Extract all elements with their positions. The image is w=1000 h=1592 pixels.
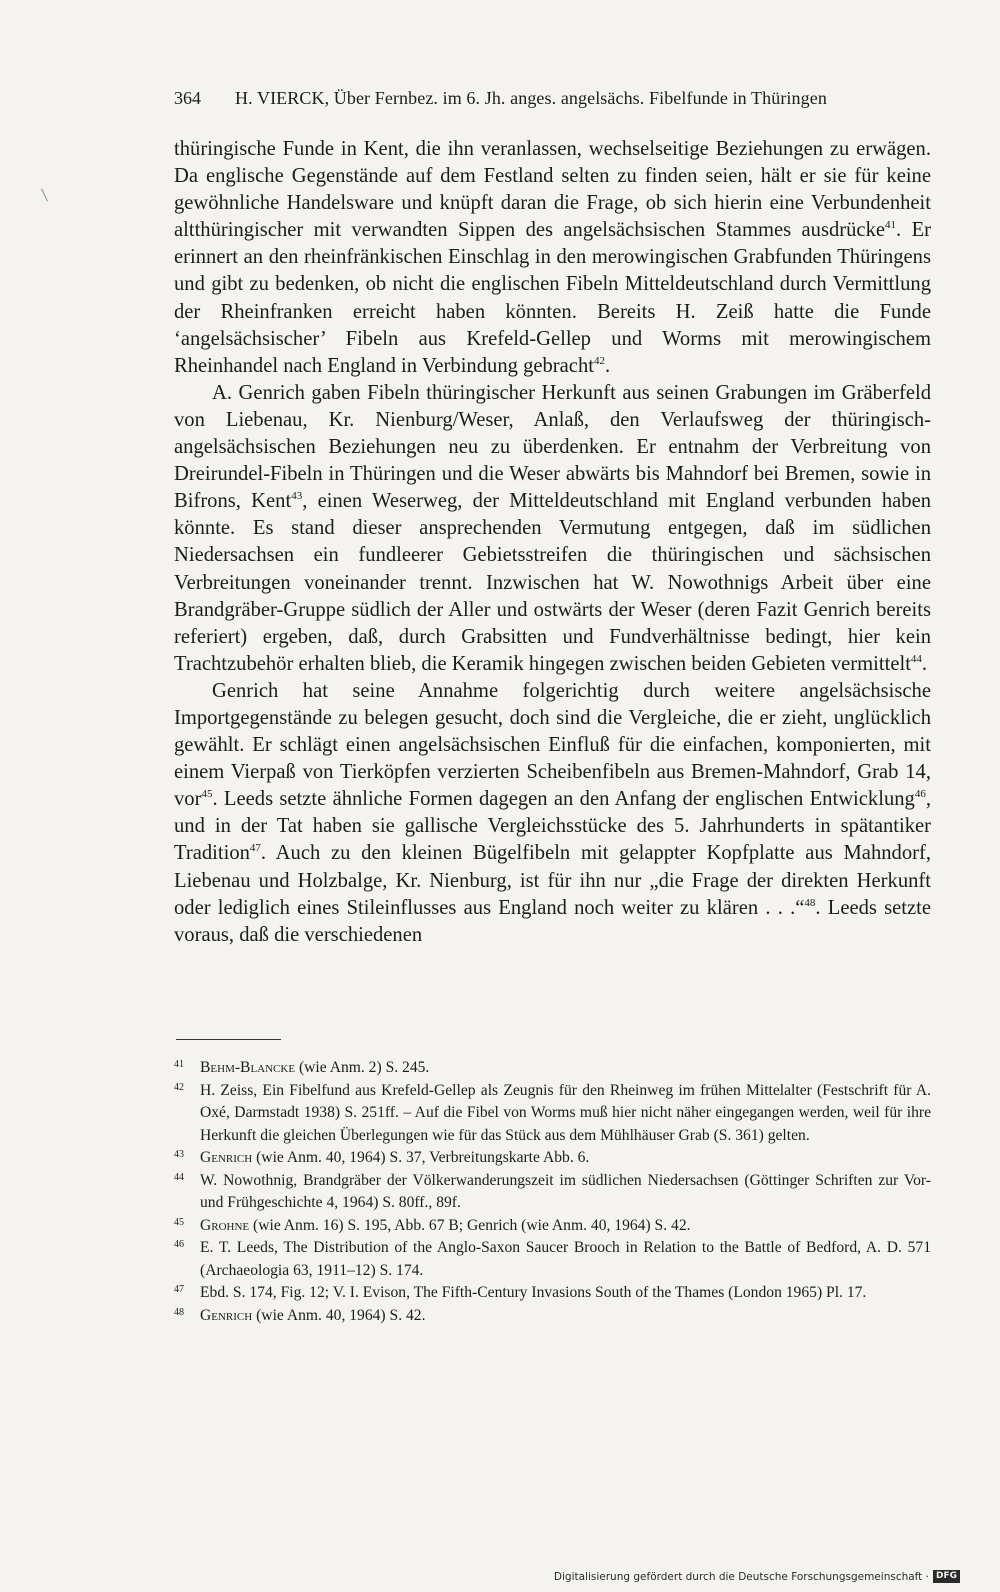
footnote-ref-45: 45 <box>201 788 213 801</box>
footnote <box>174 1215 931 1238</box>
footnote-author: Genrich <box>200 1149 253 1166</box>
footnote-body: (wie Anm. 2) S. 245. <box>295 1059 430 1076</box>
paragraph-1 <box>174 136 931 380</box>
footnote-ref-46: 46 <box>914 788 926 801</box>
footnote-text <box>200 1147 931 1170</box>
footnote-ref-44: 44 <box>910 652 922 665</box>
paragraph-text: . Er erinnert an den rheinfränkischen Einschlag in den merowingischen Grabfunden Thüringens und gibt zu bedenken, ob nicht die englischen Fibeln Mitteldeutschland durch Vermittlung der Rheinfranken erreicht haben könnten. Bereits H. Zeiß hatte die Funde ‘angelsächsischer’ Fibeln aus Krefeld-Gellep und Worms mit merowingischem Rheinhandel nach England in Verbindung gebracht <box>174 219 931 377</box>
footnote-text <box>200 1170 931 1215</box>
body-text <box>174 136 931 949</box>
paragraph-text: Genrich hat seine Annahme folgerichtig durch weitere angelsächsische Importgegenstände zu belegen gesucht, doch sind die Vergleiche, die er zieht, unglücklich gewählt. Er schlägt einen angelsächsischen Einfluß für die einfachen, komponierten, mit einem Vierpaß von Tierköpfen verzierten Scheibenfibeln aus Bremen-Mahndorf, Grab 14, vor <box>174 679 931 811</box>
footnote <box>174 1305 931 1328</box>
footnote-text <box>200 1282 931 1305</box>
footnote-number: 43 <box>174 1149 184 1160</box>
footnote-body: (wie Anm. 40, 1964) S. 37, Verbreitungskarte Abb. 6. <box>252 1149 590 1166</box>
footnote <box>174 1237 931 1282</box>
footnote-ref-47: 47 <box>249 842 261 855</box>
paragraph-text: , und in der Tat haben sie gallische Vergleichsstücke des 5. Jahrhunderts in spätantiker Tradition <box>174 788 931 865</box>
paragraph-text: . Auch zu den kleinen Bügelfibeln mit gelappter Kopfplatte aus Mahndorf, Liebenau und Holzbalge, Kr. Nienburg, ist für ihn nur „die Frage der direkten Herkunft oder lediglich eines Stileinflusses aus England noch weiter zu klären . . .“ <box>174 842 931 919</box>
footnote-author: Grohne <box>200 1216 250 1234</box>
paragraph-text: , einen Weserweg, der Mitteldeutschland mit England verbunden haben könnte. Es stand dieser ansprechenden Vermutung entgegen, daß im südlichen Niedersachsen ein fundleerer Gebietsstreifen die thüringischen und sächsischen Verbreitungen voneinander trennt. Inzwischen hat W. Nowothnigs Arbeit über eine Brandgräber-Gruppe südlich der Aller und ostwärts der Weser (deren Fazit Genrich bereits referiert) ergeben, daß, durch Grabsitten und Fundverhältnisse bedingt, hier kein Trachtzubehör erhalten blieb, die Keramik hingegen zwischen beiden Gebieten vermittelt <box>174 490 932 675</box>
footnote-author: Behm-Blancke <box>200 1059 296 1076</box>
running-head: H. VIERCK, Über Fernbez. im 6. Jh. anges. angelsächs. Fibelfunde in Thüringen <box>235 88 827 108</box>
footnote <box>174 1170 931 1215</box>
digitization-text: Digitalisierung gefördert durch die Deutsche Forschungsgemeinschaft · <box>553 1570 929 1583</box>
footnote-separator <box>176 1039 281 1040</box>
footnote-ref-43: 43 <box>291 490 303 503</box>
paragraph-3 <box>174 678 931 949</box>
footnote <box>174 1282 931 1305</box>
footnote <box>174 1057 931 1080</box>
footnote-number: 41 <box>174 1059 184 1070</box>
paragraph-text: A. Genrich gaben Fibeln thüringischer Herkunft aus seinen Grabungen im Gräberfeld von Liebenau, Kr. Nienburg/Weser, Anlaß, den Verlaufsweg der thüringisch-angelsächsischen Beziehungen neu zu überdenken. Er entnahm der Verbreitung von Dreirundel-Fibeln in Thüringen und die Weser abwärts bis Mahndorf bei Bremen, sowie in Bifrons, Kent <box>174 381 931 513</box>
footnote <box>174 1080 931 1148</box>
footnote-body: E. T. Leeds, The Distribution of the Anglo-Saxon Saucer Brooch in Relation to the Battle of Bedford, A. D. 571 (Archaeologia 63, 1911–12) S. 174. <box>200 1239 931 1279</box>
paragraph-text: . <box>604 354 611 377</box>
footnote-ref-48: 48 <box>804 896 816 909</box>
footnote-text <box>200 1057 931 1080</box>
footnote-body: (wie Anm. 40, 1964) S. 42. <box>252 1306 426 1324</box>
footnote-author: Genrich <box>200 1306 253 1324</box>
paragraph-text: . Leeds setzte voraus, daß die verschiedenen <box>174 896 931 946</box>
footnote-text <box>200 1237 931 1282</box>
footnote-body: H. Zeiss, Ein Fibelfund aus Krefeld-Gellep als Zeugnis für den Rheinweg im frühen Mittelalter (Festschrift für A. Oxé, Darmstadt 1938) S. 251ff. – Auf die Fibel von Worms muß hier nicht näher eingegangen werden, weil für ihre Herkunft die gleichen Überlegungen wie für das Stück aus dem Mühlhäuser Grab (S. 361) gelten. <box>200 1081 931 1144</box>
footnote-number: 47 <box>174 1284 184 1295</box>
footnote-number: 44 <box>174 1171 184 1183</box>
dfg-logo: DFG <box>933 1570 960 1583</box>
digitization-credit <box>554 1570 960 1583</box>
footnote-number: 48 <box>174 1306 184 1318</box>
footnote-text <box>200 1080 931 1148</box>
footnote-body: Ebd. S. 174, Fig. 12; V. I. Evison, The Fifth-Century Invasions South of the Thames (London 1965) Pl. 17. <box>200 1284 867 1301</box>
footnote-ref-42: 42 <box>593 354 605 367</box>
footnote-text <box>200 1215 931 1238</box>
footnote-body: W. Nowothnig, Brandgräber der Völkerwanderungszeit im südlichen Niedersachsen (Göttinger Schriften zur Vor- und Frühgeschichte 4, 1964) S. 80ff., 89f. <box>200 1171 931 1211</box>
footnotes <box>174 1057 931 1327</box>
footnote <box>174 1147 931 1170</box>
footnote-ref-41: 41 <box>885 219 897 232</box>
footnote-text <box>200 1305 931 1328</box>
footnote-number: 42 <box>174 1081 184 1093</box>
footnote-number: 45 <box>174 1216 184 1228</box>
footnote-body: (wie Anm. 16) S. 195, Abb. 67 B; Genrich (wie Anm. 40, 1964) S. 42. <box>249 1216 691 1234</box>
paragraph-text: thüringische Funde in Kent, die ihn veranlassen, wechselseitige Beziehungen zu erwägen. Da englische Gegenstände auf dem Festland selten zu finden seien, hält er sie für keine gewöhnliche Handelsware und knüpft daran die Frage, ob sich hierin eine Verbundenheit altthüringischer mit verwandten Sippen des angelsächsischen Stammes ausdrücke <box>174 138 931 242</box>
paragraph-text: . Leeds setzte ähnliche Formen dagegen an den Anfang der englischen Entwicklung <box>212 788 915 811</box>
footnote-number: 46 <box>174 1239 184 1250</box>
paragraph-text: . <box>921 652 928 675</box>
scan-mark <box>41 188 48 201</box>
paragraph-2 <box>174 380 931 678</box>
page-number: 364 <box>174 88 201 108</box>
